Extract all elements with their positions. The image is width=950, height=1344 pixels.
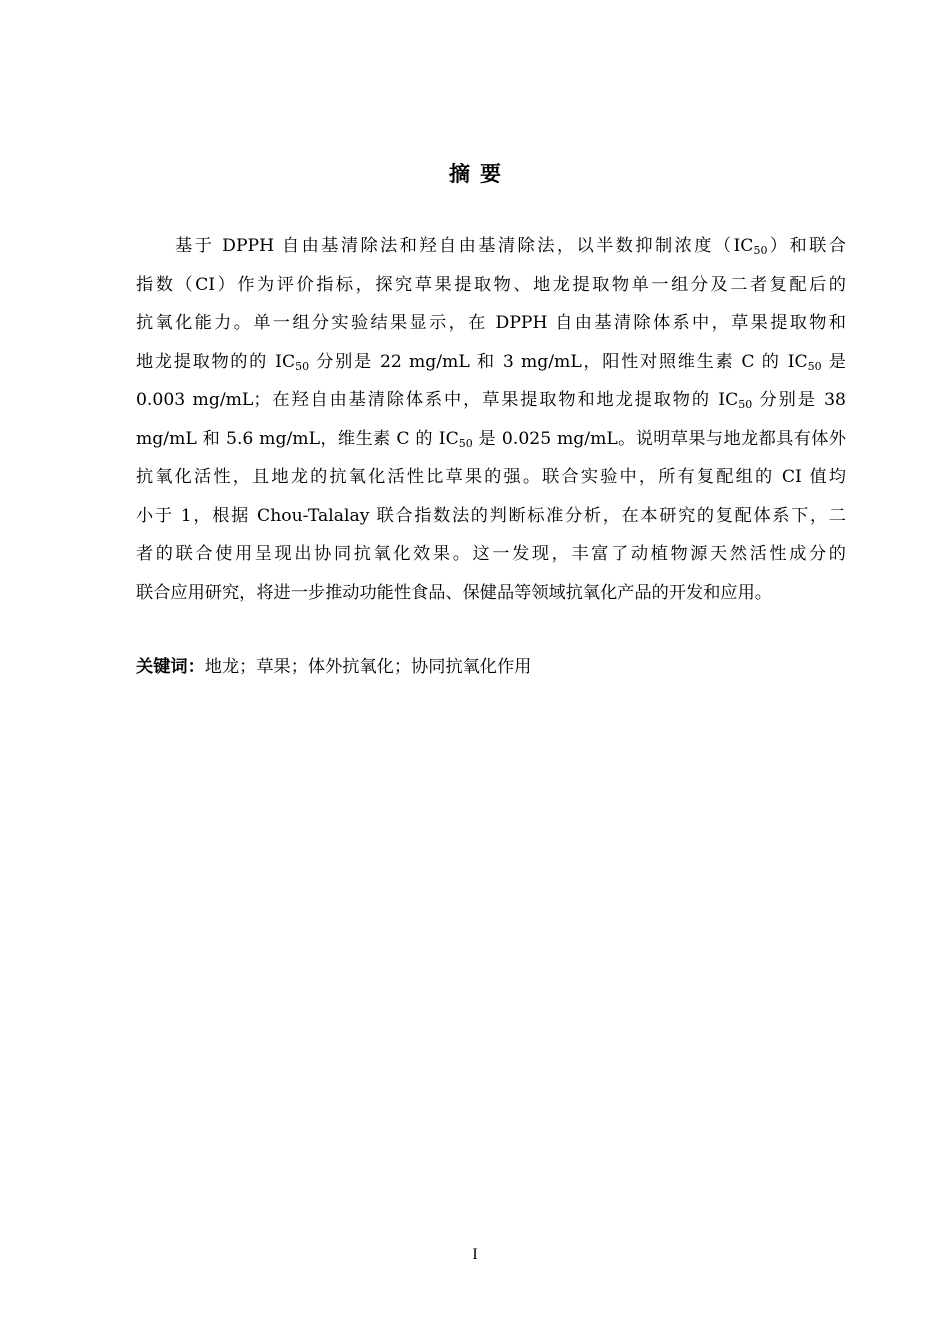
abstract-line: 基于 DPPH 自由基清除法和羟自由基清除法，以半数抑制浓度$(IC_{50})$和联合 [175,236,846,257]
abstract-line: 0.003 mg/mL；在羟自由基清除体系中，草果提取物和地龙提取物的 $IC_{50}$ 分别是 38 [136,390,846,411]
abstract-body [136,227,846,612]
keywords-text: 地龙；草果；体外抗氧化；协同抗氧化作用 [204,657,532,677]
abstract-title [0,158,950,188]
abstract-line: 抗氧化活性，且地龙的抗氧化活性比草果的强。联合实验中，所有复配组的 CI 值均 [136,467,846,487]
title-char-1: 摘 [449,162,470,186]
abstract-line: 小于 1，根据 Chou-Talalay 联合指数法的判断标准分析，在本研究的复配体系下，二 [136,505,846,526]
title-char-2: 要 [480,162,501,186]
abstract-line: 指数（CI）作为评价指标，探究草果提取物、地龙提取物单一组分及二者复配后的 [136,274,846,295]
keywords-label: 关键词： [136,657,205,677]
keywords [136,648,846,686]
abstract-line: 者的联合使用呈现出协同抗氧化效果。这一发现，丰富了动植物源天然活性成分的 [136,544,846,564]
abstract-line: 地龙提取物的的 $IC_{50}$ 分别是 22 mg/mL 和 3 mg/mL，阳性对照维生素 C 的 $IC_{50}$ 是 [136,351,846,373]
abstract-line: 抗氧化能力。单一组分实验结果显示，在 DPPH 自由基清除体系中，草果提取物和 [136,313,846,333]
abstract-line: 联合应用研究，将进一步推动功能性食品、保健品等领域抗氧化产品的开发和应用。 [136,582,772,603]
abstract-line: mg/mL 和 5.6 mg/mL，维生素 C 的 $IC_{50}$ 是 0.025 mg/mL。说明草果与地龙都具有体外 [136,428,846,450]
page-number: I [472,1246,478,1263]
